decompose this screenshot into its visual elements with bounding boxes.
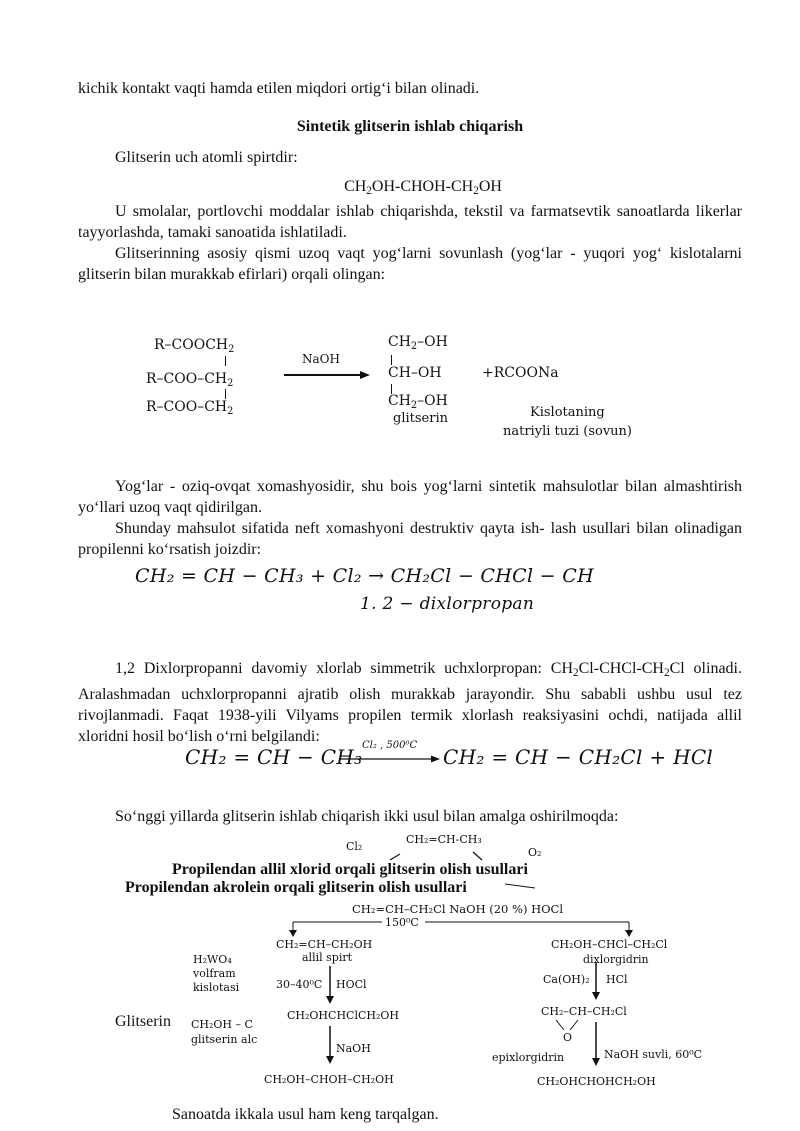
rcoona-label: +RCOONa xyxy=(482,365,559,381)
scheme-naoh-cond: NaOH suvli, 60⁰C xyxy=(604,1048,703,1061)
scheme-hcl: HCl xyxy=(606,973,628,986)
paragraph-glycerol-def: Glitserin uch atomli spirtdir: xyxy=(115,149,298,166)
salt-label-2: natriyli tuzi (sovun) xyxy=(503,424,632,439)
scheme-arrow-right-2 xyxy=(590,1022,602,1068)
ester-line-3: $R-COO-CH_2$ xyxy=(146,399,234,417)
scheme-epi-o: O xyxy=(563,1031,573,1044)
ester-line-1: $R-COOCH_2$ xyxy=(154,337,235,355)
glycerol-line-3: $CH_2-OH$ xyxy=(388,393,448,411)
paragraph-two-methods: So‘nggi yillarda glitserin ishlab chiqarish ikki usul bilan amalga oshirilmoqda: xyxy=(115,808,619,825)
scheme-glycidol: CH₂OH – C xyxy=(191,1018,253,1031)
naoh-label: NaOH xyxy=(302,352,340,366)
ester-line-2: $R-COO-CH_2$ xyxy=(146,371,234,389)
scheme-hocl: HOCl xyxy=(336,978,367,991)
scheme-allyl-alcohol-name: allil spirt xyxy=(302,951,353,964)
scheme-caoh2: Ca(OH)₂ xyxy=(543,973,590,986)
scheme-allyl-chloride: CH₂=CH–CH₂Cl NaOH (20 %) HOCl xyxy=(352,902,564,916)
scheme-naoh-left: NaOH xyxy=(336,1042,371,1055)
scheme-epi-name: epixlorgidrin xyxy=(492,1051,565,1064)
text-line-intro: kichik kontakt vaqti hamda etilen miqdori ortig‘i bilan olinadi. xyxy=(78,80,480,97)
scheme-temp: 150⁰C xyxy=(385,916,419,929)
scheme-chlorohydrin: CH₂OHCHClCH₂OH xyxy=(287,1009,400,1022)
scheme-epi: CH₂–CH–CH₂Cl xyxy=(541,1005,627,1018)
scheme-glycerol-right: CH₂OHCHOHCH₂OH xyxy=(537,1075,656,1088)
glycerol-formula: $CH_2OH-CHOH-CH_2OH$ xyxy=(344,178,502,197)
dichloropropane-name: 1. 2 − dixlorpropan xyxy=(360,594,535,614)
salt-label-1: Kislotaning xyxy=(530,405,605,420)
section-heading: Sintetik glitserin ishlab chiqarish xyxy=(296,118,524,135)
paragraph-fats: Yog‘lar - oziq-ovqat xomashyosidir, shu bois yog‘larni sintetik mahsulotlar bilan almashtirish yo‘llari uzoq vaqt qidirilgan. xyxy=(78,478,742,516)
allyl-equation-rhs: CH₂ = CH − CH₂Cl + HCl xyxy=(443,745,714,769)
allyl-equation-lhs: CH₂ = CH − CH₃ xyxy=(185,745,363,769)
scheme-dichlorohydrin-name: dixlorgidrin xyxy=(583,953,649,966)
scheme-volfram: volfram xyxy=(193,967,236,980)
scheme-cl2: Cl₂ xyxy=(346,840,363,853)
scheme-o2: O₂ xyxy=(528,846,542,859)
scheme-arrow-left-2 xyxy=(324,1026,336,1066)
scheme-h2wo4: H₂WO₄ xyxy=(193,953,232,966)
allyl-arrow xyxy=(340,754,440,764)
paragraph-saponification: Glitserinning asosiy qismi uzoq vaqt yog‘larni sovunlash (yog‘lar - yuqori yog‘ kislotalarni glitserin bilan murakkab efirlari) orqali olingan: xyxy=(78,245,742,283)
reaction-arrow xyxy=(284,370,370,380)
method-title-acrolein: Propilendan akrolein orqali glitserin olish usullari xyxy=(125,879,467,896)
scheme-branch-arrows xyxy=(285,918,635,938)
paragraph-propylene: Shunday mahsulot sifatida neft xomashyoni destruktiv qayta ish- lash usullari bilan olinadigan propilenni ko‘rsatish joizdir: xyxy=(78,520,742,558)
glycerol-line-2: CH–OH xyxy=(388,365,442,381)
allyl-condition: Cl₂ , 500⁰C xyxy=(362,740,418,751)
glitserin-label: glitserin xyxy=(393,411,448,426)
scheme-kislotasi: kislotasi xyxy=(193,981,240,994)
scheme-arrow-right-1 xyxy=(590,962,602,1002)
scheme-arrow-left-1 xyxy=(324,966,336,1006)
scheme-cond-hocl: 30–40⁰C xyxy=(276,978,323,991)
paragraph-uses: U smolalar, portlovchi moddalar ishlab chiqarishda, tekstil va farmatsevtik sanoatlarda likerlar tayyorlashda, tamaki sanoatida ishlatiladi. xyxy=(78,203,742,241)
scheme-glycerol-left: CH₂OH–CHOH–CH₂OH xyxy=(264,1073,394,1086)
scheme-dichlorohydrin: CH₂OH–CHCl–CH₂Cl xyxy=(551,938,668,951)
method-title-allyl: Propilendan allil xlorid orqali glitserin olish usullari xyxy=(172,861,528,878)
glycerol-line-1: $CH_2-OH$ xyxy=(388,334,448,352)
scheme-propene: CH₂=CH-CH₃ xyxy=(406,833,482,846)
paragraph-trichloropropane: 1,2 Dixlorpropanni davomiy xlorlab simmetrik uchxlorpropan: $CH_2Cl-CHCl-CH_2Cl$ olinadi. Aralashmadan uchxlorpropanni ajratib olish murakkab jarayondir. Shu sababli ushbu usul tez rivojlanmadi. Faqat 1938-yili Vilyams propilen termik xlorlash reaksiyasini ochdi, natijada allil xloridni hosil bo‘lish o‘rni belgilandi: xyxy=(78,660,742,745)
scheme-glycidol-name: glitserin alc xyxy=(191,1033,258,1046)
glitserin-side-label: Glitserin xyxy=(115,1013,171,1030)
scheme-allyl-alcohol: CH₂=CH–CH₂OH xyxy=(276,938,373,951)
chlorination-equation: CH₂ = CH − CH₃ + Cl₂ → CH₂Cl − CHCl − CH xyxy=(135,565,594,587)
paragraph-conclusion: Sanoatda ikkala usul ham keng tarqalgan. xyxy=(172,1106,439,1123)
